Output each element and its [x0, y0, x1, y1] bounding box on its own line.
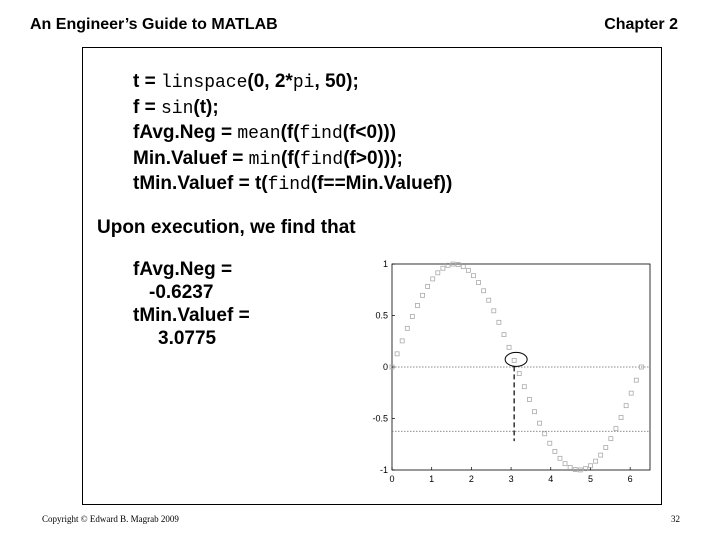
- sine-plot: [340, 255, 660, 493]
- code-text: (f(: [281, 147, 301, 169]
- data-point: [497, 320, 501, 324]
- data-point: [573, 468, 577, 472]
- data-point: [553, 449, 557, 453]
- data-point: [431, 277, 435, 281]
- data-point: [604, 446, 608, 450]
- data-point: [410, 314, 414, 318]
- data-point: [477, 281, 481, 285]
- data-point: [538, 421, 542, 425]
- code-text: (f==Min.Valuef)): [310, 173, 453, 194]
- chapter-label: Chapter 2: [604, 16, 678, 33]
- code-text: tMin.Valuef = t(: [133, 173, 268, 194]
- x-tick-label: 5: [587, 474, 593, 484]
- y-tick-label: 0.5: [375, 310, 388, 321]
- tmin-label: tMin.Valuef =: [133, 305, 250, 326]
- code-line: [133, 96, 452, 122]
- data-point: [517, 372, 521, 376]
- code-function: find: [300, 149, 344, 170]
- data-point: [400, 339, 404, 343]
- data-point: [609, 437, 613, 441]
- data-point: [502, 333, 506, 337]
- data-point: [421, 293, 425, 297]
- tmin-value: 3.0775: [158, 328, 217, 349]
- code-text: (f<0))): [342, 122, 397, 143]
- code-function: mean: [237, 124, 281, 144]
- y-tick-label: -0.5: [372, 413, 388, 424]
- code-function: pi: [292, 73, 315, 93]
- x-tick-label: 4: [548, 474, 554, 484]
- data-point: [415, 303, 419, 307]
- x-tick-label: 1: [429, 474, 435, 484]
- data-point: [522, 385, 526, 389]
- x-tick-label: 2: [468, 474, 474, 484]
- data-point: [548, 441, 552, 445]
- x-tick-label: 6: [627, 474, 633, 484]
- code-text: (f>0)));: [343, 147, 403, 169]
- code-function: find: [267, 175, 311, 195]
- data-point: [461, 265, 465, 269]
- data-point: [563, 462, 567, 466]
- code-text: , 50);: [314, 71, 359, 92]
- avg-label: fAvg.Neg =: [133, 259, 233, 280]
- code-line: [133, 147, 452, 173]
- data-point: [619, 416, 623, 420]
- x-tick-label: 0: [389, 474, 395, 484]
- code-line: [133, 172, 452, 198]
- results-block: [133, 258, 250, 350]
- data-point: [599, 453, 603, 457]
- data-point: [487, 298, 491, 302]
- code-text: fAvg.Neg =: [133, 122, 238, 143]
- code-function: min: [248, 149, 282, 170]
- copyright-footer: Copyright © Edward B. Magrab 2009: [42, 514, 179, 524]
- data-point: [512, 358, 516, 362]
- y-tick-label: -1: [379, 465, 388, 475]
- code-text: (0, 2*: [247, 71, 293, 92]
- data-point: [527, 397, 531, 401]
- data-point: [436, 271, 440, 275]
- y-tick-label: 1: [382, 259, 388, 269]
- data-point: [614, 427, 618, 431]
- code-text: Min.Valuef =: [133, 147, 249, 169]
- data-point: [629, 391, 633, 395]
- data-point: [441, 266, 445, 270]
- data-point: [624, 404, 628, 408]
- data-point: [466, 268, 470, 272]
- data-point: [482, 289, 486, 293]
- code-line: [133, 121, 452, 147]
- data-point: [395, 352, 399, 356]
- code-function: linspace: [160, 73, 248, 93]
- data-point: [634, 378, 638, 382]
- intro-text: Upon execution, we find that: [97, 217, 356, 238]
- data-point: [594, 459, 598, 463]
- data-point: [492, 309, 496, 313]
- code-text: (t);: [193, 96, 219, 118]
- data-point: [533, 410, 537, 414]
- data-point: [568, 465, 572, 469]
- data-point: [507, 345, 511, 349]
- avg-value: -0.6237: [149, 282, 214, 303]
- y-tick-label: 0: [382, 362, 388, 372]
- code-block: [133, 70, 452, 198]
- code-text: f =: [133, 96, 161, 118]
- code-function: sin: [160, 98, 194, 119]
- code-line: [133, 70, 452, 96]
- data-point: [426, 284, 430, 288]
- data-point: [543, 432, 547, 436]
- data-point: [456, 262, 460, 266]
- code-text: (f(: [280, 122, 300, 143]
- code-text: t =: [133, 71, 161, 92]
- data-point: [405, 326, 409, 330]
- x-tick-label: 3: [508, 474, 514, 484]
- data-point: [558, 456, 562, 460]
- page-number: 32: [671, 514, 680, 524]
- header-title: An Engineer’s Guide to MATLAB: [30, 16, 278, 33]
- data-point: [471, 274, 475, 278]
- code-function: find: [299, 124, 343, 144]
